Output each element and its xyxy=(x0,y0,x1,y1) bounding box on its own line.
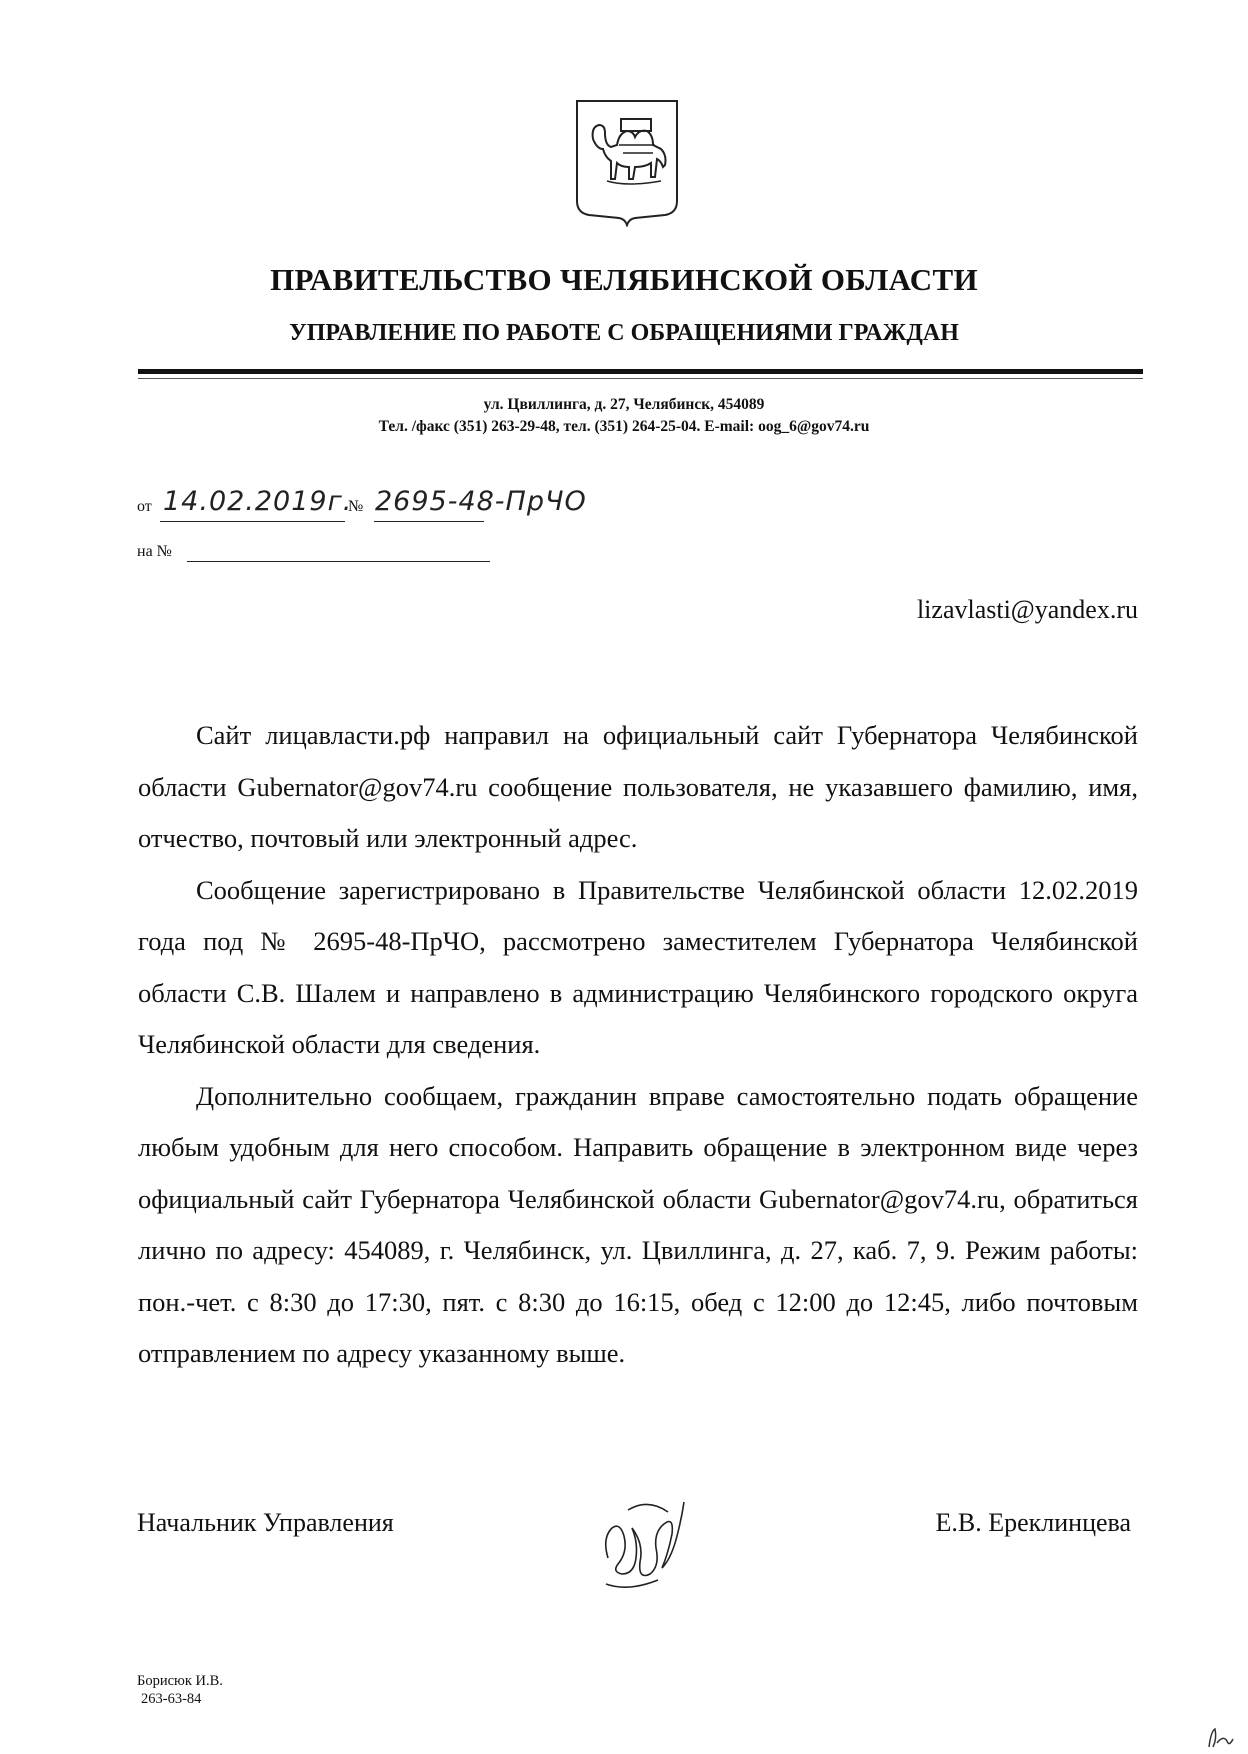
reply-to-label: на № xyxy=(137,543,172,560)
contact-phones-email: Тел. /факс (351) 263-29-48, тел. (351) 264-25-04. E-mail: oog_6@gov74.ru xyxy=(378,418,870,435)
executor-name: Борисюк И.В. xyxy=(137,1673,223,1689)
from-label: от xyxy=(137,498,152,515)
signatory-position: Начальник Управления xyxy=(137,1508,394,1537)
handwritten-signature xyxy=(598,1488,688,1596)
signatory-name: Е.В. Ереклинцева xyxy=(935,1508,1131,1537)
number-label: № xyxy=(348,498,364,515)
postal-address: ул. Цвиллинга, д. 27, Челябинск, 454089 xyxy=(483,396,765,413)
handwritten-date: 14.02.2019г. xyxy=(163,486,353,517)
handwritten-outgoing-number: 2695-48-ПрЧО xyxy=(375,486,587,517)
paragraph-1: Сайт лицавласти.рф направил на официальный сайт Губернатора Челябинской области Gubernator@gov74.ru сообщение пользователя, не указавшего фамилию, имя, отчество, почтовый или электронный адрес. xyxy=(138,720,1138,853)
recipient-email: lizavlasti@yandex.ru xyxy=(916,595,1138,624)
coat-of-arms-emblem xyxy=(573,97,681,227)
header-divider-thick xyxy=(138,369,1143,374)
executor-phone: 263-63-84 xyxy=(141,1691,202,1707)
paragraph-2: Сообщение зарегистрировано в Правительстве Челябинской области 12.02.2019 года под № 2695-48-ПрЧО, рассмотрено заместителем Губернатора Челябинской области С.В. Шалем и направлено в администрацию Челябинского городского округа Челябинской области для сведения. xyxy=(138,874,1138,1059)
department-title: УПРАВЛЕНИЕ ПО РАБОТЕ С ОБРАЩЕНИЯМИ ГРАЖДАН xyxy=(289,320,959,346)
organization-title: ПРАВИТЕЛЬСТВО ЧЕЛЯБИНСКОЙ ОБЛАСТИ xyxy=(270,262,978,297)
reply-to-blank-line xyxy=(187,561,490,562)
letter-body xyxy=(138,710,1138,1380)
paragraph-3: Дополнительно сообщаем, гражданин вправе самостоятельно подать обращение любым удобным для него способом. Направить обращение в электронном виде через официальный сайт Губернатора Челябинской области Gubernator@gov74.ru, обратиться лично по адресу: 454089, г. Челябинск, ул. Цвиллинга, д. 27, каб. 7, 9. Режим работы: пон.-чет. с 8:30 до 17:30, пят. с 8:30 до 16:15, обед с 12:00 до 12:45, либо почтовым отправлением по адресу указанному выше. xyxy=(138,1080,1138,1368)
number-underline xyxy=(374,521,484,522)
corner-handwritten-mark xyxy=(1205,1725,1235,1751)
date-underline xyxy=(160,521,345,522)
header-divider-thin xyxy=(138,378,1143,379)
